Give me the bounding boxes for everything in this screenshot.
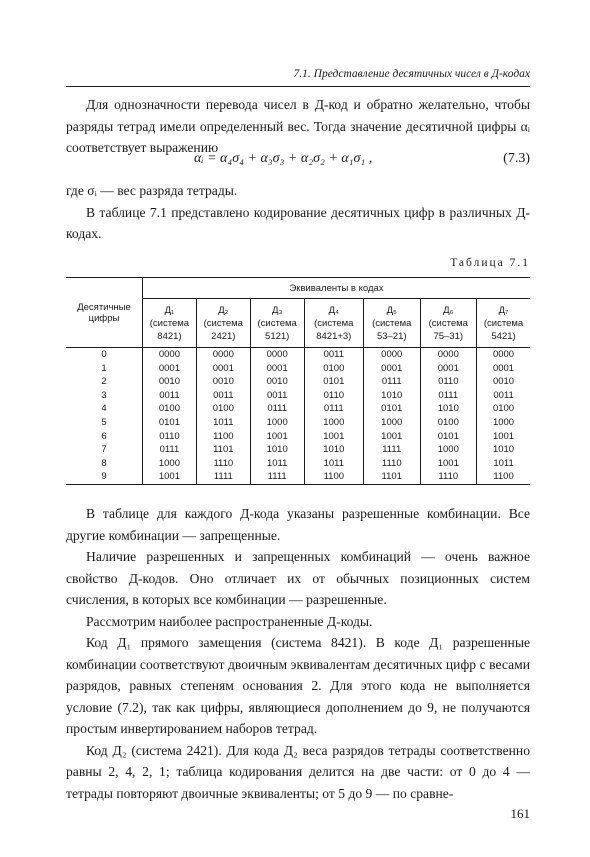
where-text: где σᵢ — вес разряда тетрады. xyxy=(66,183,238,198)
code-cell: 1000 xyxy=(143,457,197,471)
code-cell: 0111 xyxy=(250,402,304,416)
code-cell: 1111 xyxy=(196,470,250,484)
code-cell: 1010 xyxy=(363,389,420,403)
code-system: (система 2421) xyxy=(203,317,243,342)
code-column-header xyxy=(250,299,304,348)
group-header-cell: Эквиваленты в кодах xyxy=(143,278,531,299)
code-column-header xyxy=(363,299,420,348)
body-paragraph: Наличие разрешенных и запрещенных комбинаций — очень важное свойство Д-кодов. Оно отличает их от обычных позиционных систем счисления, в которых все комбинации — разрешенные. xyxy=(66,549,530,607)
body-paragraph: Код Д₁ прямого замещения (система 8421). В коде Д₁ разрешенные комбинации соответствуют двоичным эквивалентам десятичных цифр с весами разрядов, равных степеням основания 2. Для этого кода не выполняется условие (7.2), так как цифры, являющиеся дополнением до 9, не получаются простым инвертированием наборов тетрад. xyxy=(66,635,530,736)
code-name: Д₅ xyxy=(386,304,397,316)
digit-cell: 9 xyxy=(66,470,143,484)
codes-table xyxy=(66,277,530,485)
code-cell: 1010 xyxy=(477,443,530,457)
code-cell: 1011 xyxy=(477,457,530,471)
table-row xyxy=(66,416,530,430)
body-paragraph: Код Д₂ (система 2421). Для кода Д₂ веса разрядов тетрады соответственно равны 2, 4, 2, 1; таблица кодирования делится на две части: от 0 до 4 — тетрады повторяют двоичные эквиваленты; от 5 до 9 — по сравне- xyxy=(66,742,530,801)
digit-cell: 6 xyxy=(66,430,143,444)
code-cell: 0010 xyxy=(477,375,530,389)
code-cell: 0010 xyxy=(143,375,197,389)
code-cell: 0001 xyxy=(250,362,304,376)
table-row xyxy=(66,348,530,362)
code-column-header xyxy=(477,299,530,348)
code-cell: 0000 xyxy=(363,348,420,362)
table-row xyxy=(66,375,530,389)
code-cell: 1000 xyxy=(304,416,363,430)
intro-paragraph-block xyxy=(66,94,530,159)
code-cell: 1111 xyxy=(250,470,304,484)
code-cell: 1000 xyxy=(477,416,530,430)
code-system: (система 5121) xyxy=(257,317,297,342)
code-system: (система 8421+3) xyxy=(314,317,354,342)
code-system: (система 8421) xyxy=(149,317,190,342)
code-name: Д₁ xyxy=(164,304,175,316)
code-cell: 1000 xyxy=(420,443,477,457)
code-cell: 0110 xyxy=(304,389,363,403)
table-reference-text: В таблице 7.1 представлено кодирование десятичных цифр в различных Д-кодах. xyxy=(66,204,530,241)
code-cell: 0001 xyxy=(143,362,197,376)
code-cell: 0111 xyxy=(304,402,363,416)
code-name: Д₇ xyxy=(498,304,509,316)
body-paragraph: В таблице для каждого Д-кода указаны разрешенные комбинации. Все другие комбинации — запрещенные. xyxy=(66,506,530,543)
code-cell: 1001 xyxy=(363,430,420,444)
table-row xyxy=(66,362,530,376)
code-column-header xyxy=(196,299,250,348)
code-cell: 1110 xyxy=(196,457,250,471)
code-cell: 0010 xyxy=(250,375,304,389)
digit-cell: 1 xyxy=(66,362,143,376)
code-cell: 1101 xyxy=(363,470,420,484)
code-cell: 0000 xyxy=(143,348,197,362)
page-number: 161 xyxy=(510,806,530,821)
code-cell: 0011 xyxy=(477,389,530,403)
code-cell: 1001 xyxy=(420,457,477,471)
code-cell: 0100 xyxy=(420,416,477,430)
code-name: Д₄ xyxy=(328,304,339,316)
code-name: Д₂ xyxy=(218,304,229,316)
code-column-header xyxy=(420,299,477,348)
header-rule xyxy=(66,86,530,87)
formula-number: (7.3) xyxy=(503,151,530,166)
row-header-cell: Десятичные цифры xyxy=(66,278,143,348)
code-cell: 0111 xyxy=(363,375,420,389)
code-cell: 1010 xyxy=(304,443,363,457)
code-cell: 0001 xyxy=(420,362,477,376)
code-cell: 1110 xyxy=(420,470,477,484)
code-cell: 0101 xyxy=(143,416,197,430)
formula-expression: αᵢ = α₄σ₄ + α₃σ₃ + α₂σ₂ + α₁σ₁ , xyxy=(194,151,373,166)
code-cell: 1001 xyxy=(304,430,363,444)
intro-paragraph: Для однозначности перевода чисел в Д-код и обратно желательно, чтобы разряды тетрад имели определенный вес. Тогда значение десятичной цифры αᵢ соответствует выражению xyxy=(66,97,530,155)
digit-cell: 2 xyxy=(66,375,143,389)
code-cell: 1100 xyxy=(477,470,530,484)
digit-cell: 4 xyxy=(66,402,143,416)
code-cell: 0111 xyxy=(143,443,197,457)
code-cell: 0001 xyxy=(477,362,530,376)
table-row xyxy=(66,402,530,416)
table-row xyxy=(66,443,530,457)
digit-cell: 0 xyxy=(66,348,143,362)
code-cell: 0001 xyxy=(363,362,420,376)
code-name: Д₆ xyxy=(443,304,454,316)
code-column-header xyxy=(304,299,363,348)
code-cell: 0100 xyxy=(143,402,197,416)
code-cell: 0001 xyxy=(196,362,250,376)
digit-cell: 5 xyxy=(66,416,143,430)
table-caption: Таблица 7.1 xyxy=(450,257,530,269)
body-paragraph: Рассмотрим наиболее распространенные Д-коды. xyxy=(86,613,373,629)
code-cell: 1010 xyxy=(420,402,477,416)
table-row xyxy=(66,457,530,471)
code-cell: 0010 xyxy=(196,375,250,389)
code-column-header xyxy=(143,299,197,348)
running-header: 7.1. Представление десятичных чисел в Д-кодах xyxy=(293,68,530,80)
digit-cell: 8 xyxy=(66,457,143,471)
code-cell: 1011 xyxy=(196,416,250,430)
where-block xyxy=(66,180,530,245)
code-cell: 1011 xyxy=(304,457,363,471)
code-cell: 0100 xyxy=(196,402,250,416)
code-cell: 0100 xyxy=(477,402,530,416)
code-system: (система 5421) xyxy=(483,317,524,342)
code-cell: 0101 xyxy=(420,430,477,444)
code-cell: 1001 xyxy=(250,430,304,444)
code-cell: 1011 xyxy=(250,457,304,471)
code-cell: 0000 xyxy=(477,348,530,362)
formula-7-3 xyxy=(66,151,530,173)
code-cell: 0100 xyxy=(304,362,363,376)
code-cell: 0000 xyxy=(196,348,250,362)
code-cell: 0000 xyxy=(420,348,477,362)
code-cell: 0011 xyxy=(143,389,197,403)
body-text xyxy=(66,503,530,804)
digit-cell: 3 xyxy=(66,389,143,403)
code-system: (система 53–21) xyxy=(372,317,412,342)
code-cell: 1110 xyxy=(363,457,420,471)
code-cell: 0111 xyxy=(420,389,477,403)
code-cell: 1001 xyxy=(143,470,197,484)
digit-cell: 7 xyxy=(66,443,143,457)
code-name: Д₃ xyxy=(272,304,283,316)
code-cell: 1111 xyxy=(363,443,420,457)
code-cell: 1100 xyxy=(304,470,363,484)
code-cell: 1100 xyxy=(196,430,250,444)
code-system: (система 75–31) xyxy=(428,317,468,342)
code-cell: 0110 xyxy=(143,430,197,444)
code-cell: 0110 xyxy=(420,375,477,389)
table-row xyxy=(66,389,530,403)
code-cell: 0011 xyxy=(196,389,250,403)
code-cell: 1000 xyxy=(363,416,420,430)
code-cell: 0101 xyxy=(304,375,363,389)
table-row xyxy=(66,470,530,484)
code-cell: 1010 xyxy=(250,443,304,457)
code-cell: 1000 xyxy=(250,416,304,430)
code-cell: 0000 xyxy=(250,348,304,362)
code-cell: 1101 xyxy=(196,443,250,457)
table-row xyxy=(66,430,530,444)
code-cell: 0011 xyxy=(250,389,304,403)
code-cell: 0101 xyxy=(363,402,420,416)
code-cell: 1001 xyxy=(477,430,530,444)
code-cell: 0011 xyxy=(304,348,363,362)
